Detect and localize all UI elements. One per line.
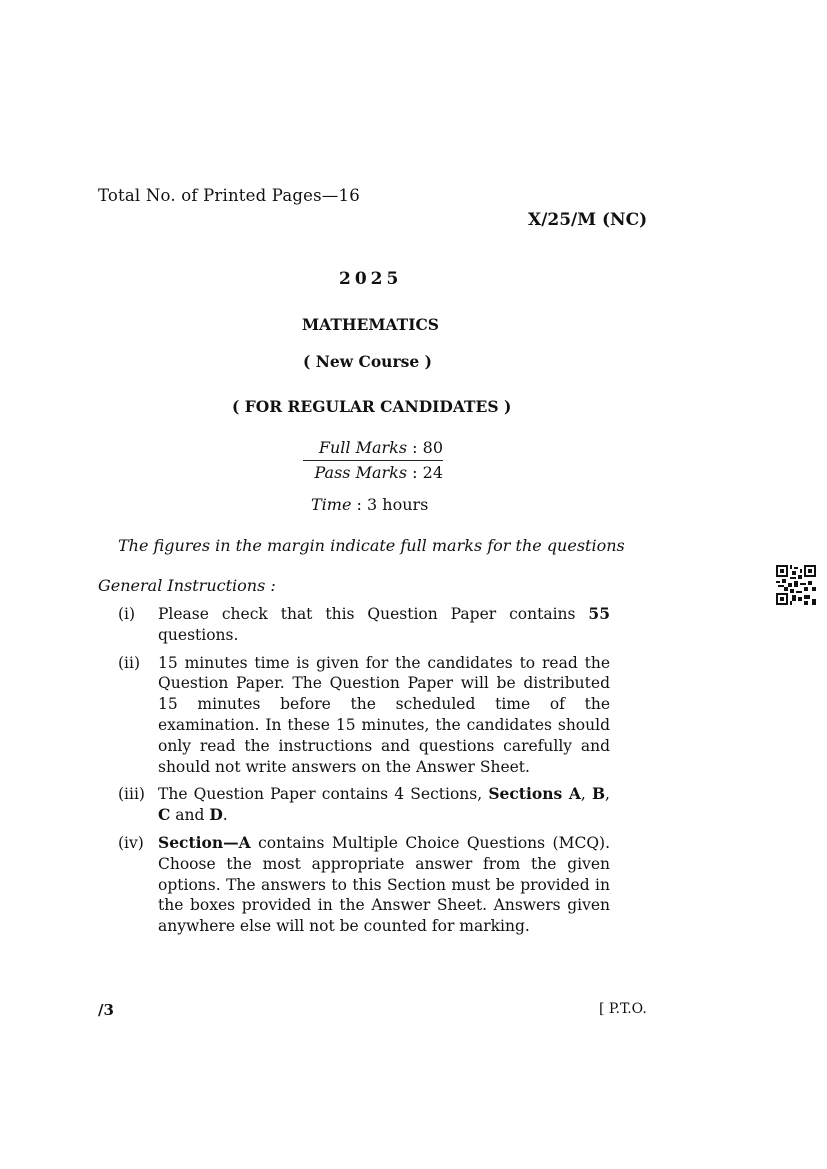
subject-title: MATHEMATICS [302, 315, 439, 334]
time-row [311, 495, 428, 514]
margin-note: The figures in the margin indicate full marks for the questions [118, 536, 625, 555]
instruction-number: (i) [118, 605, 136, 623]
general-instructions-heading: General Instructions : [98, 576, 276, 595]
instruction-item [112, 653, 610, 778]
qr-code-icon [776, 565, 816, 605]
course-label: ( New Course ) [303, 352, 432, 371]
instruction-item [112, 784, 610, 826]
instruction-text: Section—A contains Multiple Choice Questions (MCQ). Choose the most appropriate answer from the given options. The answers to this Section must be provided in the boxes provided in the Answer Sheet. Answers given anywhere else will not be counted for marking. [158, 832, 610, 936]
instruction-item [112, 604, 610, 646]
instruction-number: (ii) [118, 653, 141, 672]
page-code: /3 [98, 1001, 114, 1019]
full-marks-row [303, 436, 443, 461]
full-marks-value: : 80 [412, 438, 443, 457]
full-marks-label: Full Marks [318, 438, 408, 457]
time-label: Time [311, 495, 352, 514]
total-printed-pages: Total No. of Printed Pages—16 [98, 186, 360, 205]
instruction-number: (iv) [118, 833, 144, 852]
paper-code: X/25/M (NC) [528, 210, 648, 230]
pass-marks-row [303, 461, 443, 485]
instruction-text: The Question Paper contains 4 Sections, Sections A, B, C and D. [158, 784, 610, 825]
pass-marks-value: : 24 [412, 463, 443, 482]
time-value: : 3 hours [356, 495, 429, 514]
marks-block [303, 436, 443, 485]
instruction-text: Please check that this Question Paper contains 55 questions. [158, 604, 610, 644]
candidates-label: ( FOR REGULAR CANDIDATES ) [232, 397, 512, 416]
instruction-item [112, 833, 610, 937]
instruction-text: 15 minutes time is given for the candidates to read the Question Paper. The Question Paper will be distributed 15 minutes before the scheduled time of the examination. In these 15 minutes, the candidates should only read the instructions and questions carefully and should not write answers on the Answer Sheet. [158, 653, 610, 776]
instruction-number: (iii) [118, 785, 145, 804]
pass-marks-label: Pass Marks [314, 463, 408, 482]
exam-year: 2025 [339, 269, 403, 289]
pto-label: [ P.T.O. [599, 1001, 647, 1017]
instructions-list [112, 604, 610, 944]
